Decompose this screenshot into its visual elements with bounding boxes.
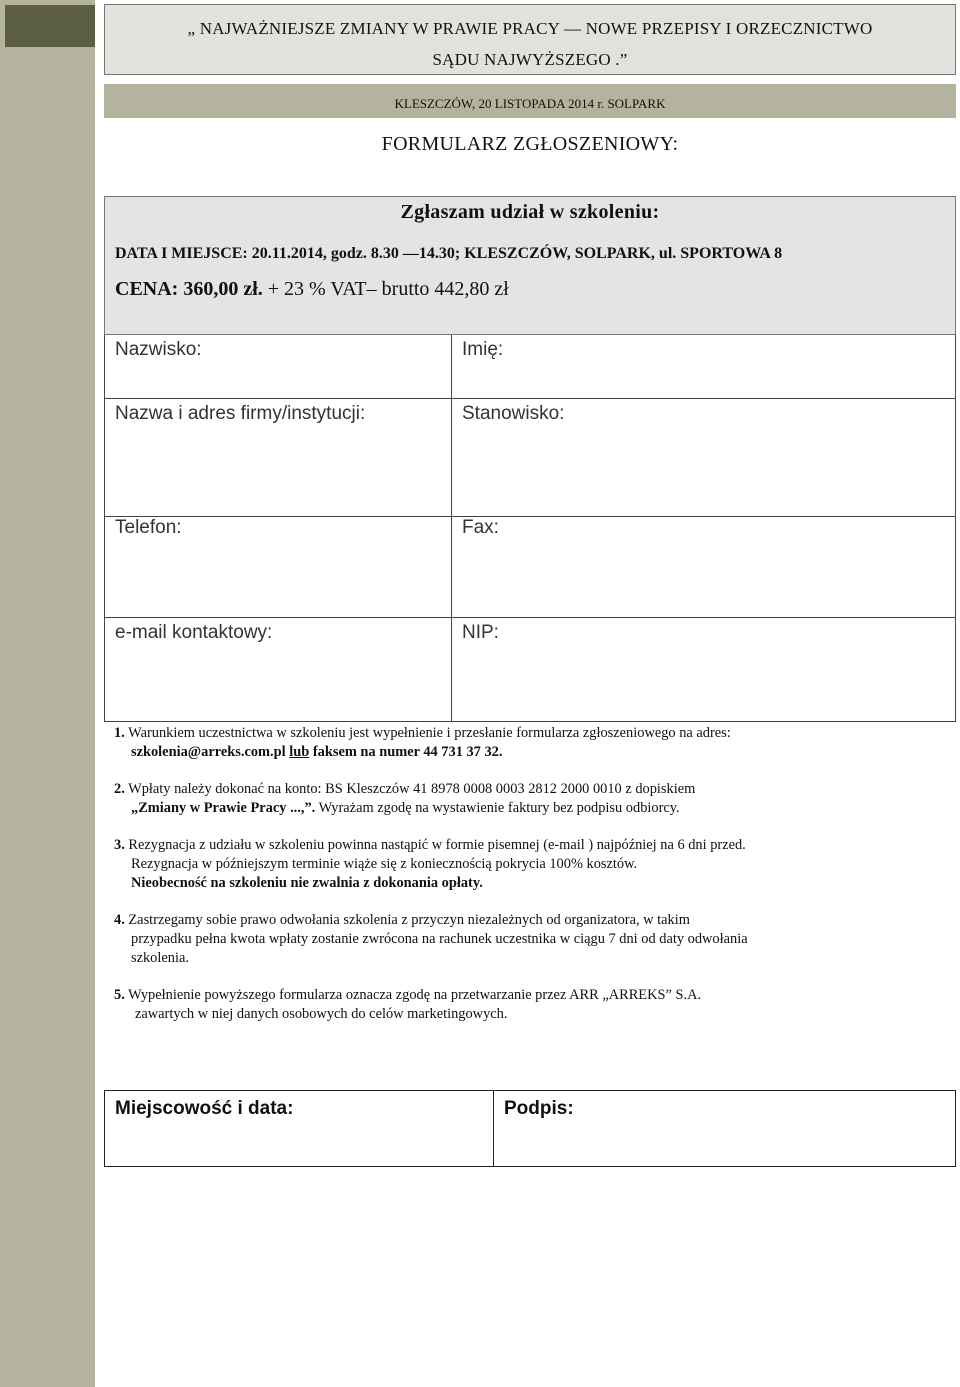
fax-label: Fax: <box>462 517 499 538</box>
nip-label: NIP: <box>462 622 499 643</box>
term-absence: Nieobecność na szkoleniu nie zwalnia z dokonania opłaty. <box>131 875 483 891</box>
signature-divider <box>493 1091 494 1166</box>
term-text: Wypełnienie powyższego formularza oznacza zgodę na przetwarzanie przez ARR „ARREKS” S.A. <box>124 987 702 1003</box>
term-text: przypadku pełna kwota wpłaty zostanie zwrócona na rachunek uczestnika w ciągu 7 dni od daty odwołania <box>131 931 748 947</box>
term-note-title: „Zmiany w Prawie Pracy ...,”. <box>131 800 316 816</box>
surname-label: Nazwisko: <box>115 339 202 360</box>
phone-field[interactable] <box>105 517 451 617</box>
form-title: FORMULARZ ZGŁOSZENIOWY: <box>381 133 679 155</box>
term-or: lub <box>289 744 310 760</box>
place-date-field[interactable]: Miejscowość i data: <box>115 1098 294 1119</box>
left-sidebar-band <box>0 0 95 1387</box>
sidebar-tab <box>5 5 95 47</box>
first-name-field[interactable] <box>452 335 955 398</box>
info-price <box>115 278 509 301</box>
company-field[interactable] <box>105 399 451 516</box>
training-info-box <box>104 196 956 335</box>
grid-divider <box>105 721 955 722</box>
header-title-line2: SĄDU NAJWYŻSZEGO .” <box>432 50 628 69</box>
term-email: szkolenia@arreks.com.pl <box>131 744 290 760</box>
term-number: 1. <box>114 725 125 741</box>
term-text: zawartych w niej danych osobowych do celów marketingowych. <box>135 1006 508 1022</box>
term-item <box>114 911 944 968</box>
term-text: Wpłaty należy dokonać na konto: BS Kleszczów 41 8978 0008 0003 2812 2000 0010 z dopiskiem <box>124 781 696 797</box>
header-title <box>105 5 955 75</box>
term-text: Rezygnacja z udziału w szkoleniu powinna nastąpić w formie pisemnej (e-mail ) najpóźniej na 6 dni przed. <box>124 837 746 853</box>
terms-list <box>114 724 944 1042</box>
term-item <box>114 780 944 818</box>
registration-fields-grid <box>104 335 956 722</box>
signature-field[interactable]: Podpis: <box>504 1098 574 1119</box>
position-field[interactable] <box>452 399 955 516</box>
signature-box <box>104 1090 956 1167</box>
location-bar: KLESZCZÓW, 20 LISTOPADA 2014 r. SOLPARK <box>104 84 956 118</box>
term-number: 5. <box>114 987 125 1003</box>
term-item <box>114 986 944 1024</box>
nip-field[interactable] <box>452 618 955 721</box>
price-label: CENA: 360,00 zł. <box>115 278 263 300</box>
document-header <box>104 4 956 75</box>
term-item <box>114 836 944 893</box>
surname-field[interactable] <box>105 335 451 398</box>
email-field[interactable] <box>105 618 451 721</box>
price-rest: + 23 % VAT– brutto 442,80 zł <box>262 278 509 300</box>
header-title-line1: „ NAJWAŻNIEJSZE ZMIANY W PRAWIE PRACY — NOWE PRZEPISY I ORZECZNICTWO <box>187 19 873 38</box>
term-number: 4. <box>114 912 125 928</box>
phone-label: Telefon: <box>115 517 182 538</box>
term-fax: faksem na numer 44 731 37 32. <box>309 744 503 760</box>
info-date-place: DATA I MIEJSCE: 20.11.2014, godz. 8.30 —14.30; KLESZCZÓW, SOLPARK, ul. SPORTOWA 8 <box>115 245 783 262</box>
email-label: e-mail kontaktowy: <box>115 622 273 643</box>
term-text: Warunkiem uczestnictwa w szkoleniu jest wypełnienie i przesłanie formularza zgłoszeniowego na adres: <box>124 725 731 741</box>
term-number: 3. <box>114 837 125 853</box>
info-heading: Zgłaszam udział w szkoleniu: <box>400 201 660 223</box>
term-item <box>114 724 944 762</box>
first-name-label: Imię: <box>462 339 504 360</box>
term-text: Rezygnacja w późniejszym terminie wiąże się z koniecznością pokrycia 100% kosztów. <box>131 856 638 872</box>
term-text: szkolenia. <box>131 950 189 966</box>
term-text: Wyrażam zgodę na wystawienie faktury bez podpisu odbiorcy. <box>315 800 680 816</box>
term-number: 2. <box>114 781 125 797</box>
position-label: Stanowisko: <box>462 403 565 424</box>
fax-field[interactable] <box>452 517 955 617</box>
company-label: Nazwa i adres firmy/instytucji: <box>115 403 366 424</box>
term-text: Zastrzegamy sobie prawo odwołania szkolenia z przyczyn niezależnych od organizatora, w takim <box>124 912 690 928</box>
